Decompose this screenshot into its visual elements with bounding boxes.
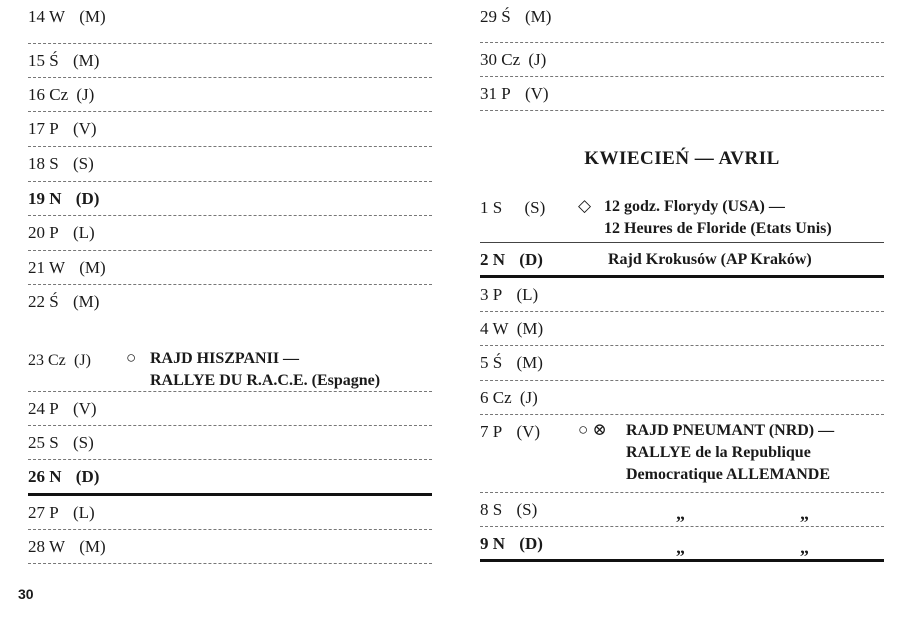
day-code: (D) — [75, 467, 100, 486]
day-code: (D) — [519, 534, 543, 553]
list-item — [28, 112, 432, 147]
day-code: (S) — [516, 500, 538, 519]
day-code: (V) — [72, 119, 97, 138]
day-label: 27 P — [28, 503, 59, 522]
event-line: RAJD PNEUMANT (NRD) — — [626, 422, 835, 439]
list-item — [28, 496, 432, 530]
day-label: 2 N — [480, 250, 506, 269]
day-label: 20 P — [28, 223, 59, 242]
day-label: 25 S — [28, 433, 59, 452]
left-column — [28, 0, 432, 564]
list-item — [28, 392, 432, 426]
list-item — [28, 147, 432, 182]
event-line: RAJD HISZPANII — — [150, 350, 300, 367]
day-label: 6 Cz — [480, 388, 512, 407]
list-item — [480, 381, 884, 415]
list-item — [28, 78, 432, 112]
day-label: 24 P — [28, 399, 59, 418]
day-code: (S) — [72, 433, 94, 452]
list-item — [480, 527, 884, 562]
day-label: 30 Cz — [480, 50, 521, 69]
day-code: (M) — [72, 292, 100, 311]
day-label: 21 W — [28, 258, 65, 277]
ditto-mark: „ — [800, 537, 809, 557]
list-item — [28, 285, 432, 320]
circle-icon: ○ — [126, 348, 137, 367]
list-item — [480, 77, 884, 111]
list-item — [28, 460, 432, 496]
day-code: (L) — [516, 285, 539, 304]
right-column — [480, 0, 884, 557]
day-code: (S) — [72, 154, 94, 173]
event-title — [604, 196, 832, 240]
day-label: 9 N — [480, 534, 506, 553]
list-item — [28, 251, 432, 285]
day-label: 1 S — [480, 198, 503, 217]
day-code: (V) — [72, 399, 97, 418]
month-heading: KWIECIEŃ — AVRIL — [584, 148, 780, 169]
day-code: (M) — [516, 319, 544, 338]
ditto-mark: „ — [800, 503, 809, 523]
list-item — [28, 0, 432, 44]
day-code: (M) — [79, 7, 106, 26]
day-code: (J) — [519, 388, 538, 407]
day-label: 31 P — [480, 84, 511, 103]
list-item — [28, 530, 432, 564]
day-label: 8 S — [480, 500, 503, 519]
list-item — [28, 44, 432, 78]
day-label: 19 N — [28, 189, 62, 208]
page-number: 30 — [18, 586, 34, 602]
list-item — [480, 0, 884, 43]
day-label: 29 Ś — [480, 7, 511, 26]
day-label: 16 Cz — [28, 85, 69, 104]
day-code: (V) — [524, 84, 549, 103]
day-label: 23 Cz — [28, 352, 66, 369]
list-item-event — [480, 415, 884, 493]
day-label: 5 Ś — [480, 353, 503, 372]
event-title — [626, 420, 834, 486]
list-item — [480, 312, 884, 346]
day-code: (D) — [519, 250, 543, 269]
ditto-mark: „ — [676, 537, 685, 557]
day-label: 15 Ś — [28, 51, 59, 70]
list-item — [28, 216, 432, 251]
day-code: (D) — [75, 189, 100, 208]
day-label: 14 W — [28, 7, 65, 26]
day-label: 17 P — [28, 119, 59, 138]
day-label: 22 Ś — [28, 292, 59, 311]
day-code: (M) — [516, 353, 543, 372]
day-label: 26 N — [28, 467, 62, 486]
day-label: 4 W — [480, 319, 509, 338]
list-item — [28, 182, 432, 216]
event-title: Rajd Krokusów (AP Kraków) — [608, 251, 812, 268]
list-item — [480, 278, 884, 312]
day-code: (M) — [79, 258, 106, 277]
list-item — [28, 426, 432, 460]
day-code: (J) — [528, 50, 547, 69]
day-code: (M) — [72, 51, 100, 70]
event-line: RALLYE de la Republique — [626, 444, 811, 461]
day-code: (J) — [76, 85, 95, 104]
day-code: (M) — [524, 7, 552, 26]
list-item-event — [28, 320, 432, 392]
day-code: (M) — [79, 537, 106, 556]
day-label: 28 W — [28, 537, 65, 556]
list-item — [480, 493, 884, 527]
list-item-event — [480, 180, 884, 243]
day-code: (L) — [72, 223, 95, 242]
april-list — [480, 180, 884, 562]
day-label: 7 P — [480, 422, 503, 441]
list-item — [480, 346, 884, 381]
event-line: 12 godz. Florydy (USA) — — [604, 198, 785, 215]
list-item-event — [480, 243, 884, 278]
event-title — [150, 348, 380, 392]
day-code: (V) — [516, 422, 541, 441]
day-label: 18 S — [28, 154, 59, 173]
day-code: (J) — [74, 352, 91, 369]
day-code: (S) — [524, 198, 546, 217]
day-label: 3 P — [480, 285, 503, 304]
list-item — [480, 43, 884, 77]
day-code: (L) — [72, 503, 95, 522]
ditto-mark: „ — [676, 503, 685, 523]
event-line: Democratique ALLEMANDE — [626, 466, 830, 483]
event-line: 12 Heures de Floride (Etats Unis) — [604, 220, 832, 237]
circle-cross-icon: ○ ⊗ — [578, 420, 607, 439]
event-line: RALLYE DU R.A.C.E. (Espagne) — [150, 372, 381, 389]
diamond-icon: ◇ — [578, 196, 592, 215]
